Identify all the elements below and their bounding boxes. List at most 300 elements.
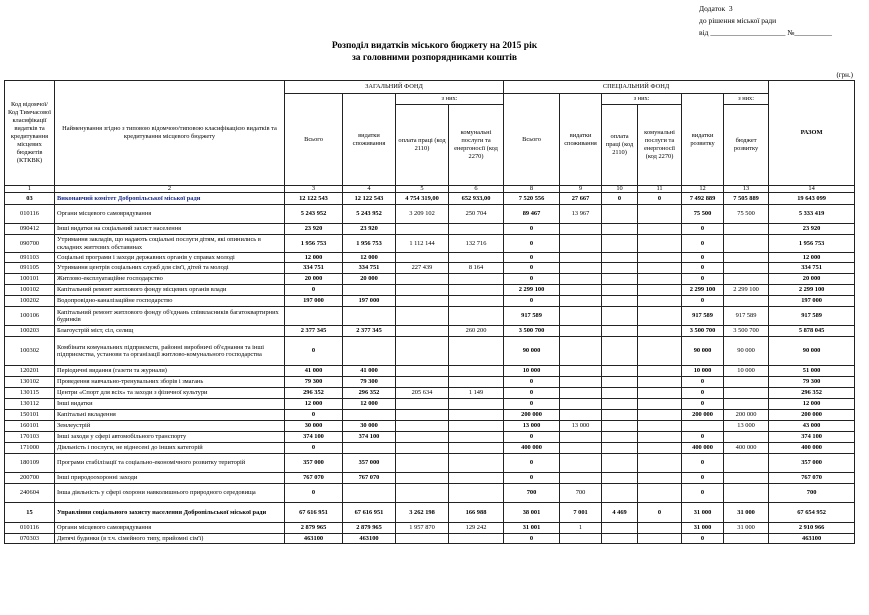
row-code: 180109 <box>5 454 55 473</box>
header-general-fund: ЗАГАЛЬНИЙ ФОНД <box>285 81 504 94</box>
cell-c3: 0 <box>285 443 343 454</box>
cell-c3 <box>285 307 343 326</box>
cell-c14: 20 000 <box>769 274 855 285</box>
cell-c11 <box>638 337 682 366</box>
cell-c10 <box>602 432 638 443</box>
cell-c13: 13 000 <box>724 421 769 432</box>
table-row <box>5 473 855 484</box>
cell-c13 <box>724 432 769 443</box>
appendix-line-2: до рішення міської ради <box>699 16 777 25</box>
cell-c13 <box>724 274 769 285</box>
cell-c10 <box>602 253 638 263</box>
cell-c3: 357 000 <box>285 454 343 473</box>
cell-c12: 0 <box>682 473 724 484</box>
row-name: Діяльність і послуги, не віднесені до інших категорій <box>55 443 285 454</box>
header-special-fund: СПЕЦІАЛЬНИЙ ФОНД <box>504 81 769 94</box>
cell-c11 <box>638 432 682 443</box>
cell-c6 <box>449 399 504 410</box>
cell-c4: 23 920 <box>343 224 396 235</box>
table-row <box>5 454 855 473</box>
cell-c6: 250 704 <box>449 205 504 224</box>
cell-c4: 12 000 <box>343 253 396 263</box>
cell-c11 <box>638 454 682 473</box>
table-row <box>5 224 855 235</box>
cell-c8: 0 <box>504 274 560 285</box>
cell-c10 <box>602 534 638 544</box>
cell-c3: 67 616 951 <box>285 503 343 523</box>
cell-c4 <box>343 443 396 454</box>
cell-c13 <box>724 399 769 410</box>
cell-c11 <box>638 388 682 399</box>
cell-c6 <box>449 274 504 285</box>
cell-c5 <box>396 366 449 377</box>
cell-c12: 0 <box>682 253 724 263</box>
cell-c11 <box>638 326 682 337</box>
header-name: Найменування згідно з типовою відомчою/типовою класифікацією видатків та кредитування місцевого бюджету <box>55 81 285 186</box>
cell-c5: 1 957 870 <box>396 523 449 534</box>
table-row <box>5 307 855 326</box>
cell-c8: 0 <box>504 454 560 473</box>
cell-c6: 260 200 <box>449 326 504 337</box>
cell-c13 <box>724 253 769 263</box>
cell-c13 <box>724 296 769 307</box>
cell-c9 <box>560 410 602 421</box>
cell-c12: 2 299 100 <box>682 285 724 296</box>
cell-c5 <box>396 473 449 484</box>
cell-c6 <box>449 443 504 454</box>
row-name: Проведення навчально-тренувальних зборів і змагань <box>55 377 285 388</box>
table-row <box>5 274 855 285</box>
cell-c11 <box>638 534 682 544</box>
cell-c12: 0 <box>682 296 724 307</box>
cell-c10 <box>602 326 638 337</box>
cell-c6 <box>449 337 504 366</box>
table-row <box>5 421 855 432</box>
cell-c5: 4 754 319,00 <box>396 193 449 205</box>
cell-c11: 0 <box>638 193 682 205</box>
cell-c12: 31 000 <box>682 503 724 523</box>
cell-c6: 166 988 <box>449 503 504 523</box>
cell-c6 <box>449 307 504 326</box>
cell-c4: 1 956 753 <box>343 235 396 253</box>
cell-c13 <box>724 235 769 253</box>
table-row <box>5 263 855 274</box>
column-index-cell: 13 <box>724 186 769 193</box>
header-gf-wages: оплата праці (код 2110) <box>396 105 449 186</box>
cell-c6: 652 933,00 <box>449 193 504 205</box>
cell-c9: 700 <box>560 484 602 503</box>
cell-c5 <box>396 534 449 544</box>
cell-c3: 374 100 <box>285 432 343 443</box>
cell-c4: 20 000 <box>343 274 396 285</box>
cell-c8: 917 589 <box>504 307 560 326</box>
cell-c5 <box>396 285 449 296</box>
column-index-cell: 5 <box>396 186 449 193</box>
row-code: 03 <box>5 193 55 205</box>
row-name: Інші заходи у сфері автомобільного транспорту <box>55 432 285 443</box>
cell-c5 <box>396 432 449 443</box>
cell-c3: 296 352 <box>285 388 343 399</box>
cell-c10 <box>602 454 638 473</box>
cell-c8: 0 <box>504 388 560 399</box>
row-name: Капітальний ремонт житлового фонду об'єднань співвласників багатоквартирних будинків <box>55 307 285 326</box>
row-name: Періодичні видання (газети та журнали) <box>55 366 285 377</box>
cell-c13 <box>724 534 769 544</box>
row-name: Капітальні вкладення <box>55 410 285 421</box>
cell-c3: 767 070 <box>285 473 343 484</box>
cell-c12: 75 500 <box>682 205 724 224</box>
cell-c14: 917 589 <box>769 307 855 326</box>
row-code: 090700 <box>5 235 55 253</box>
row-name: Капітальний ремонт житлового фонду місцевих органів влади <box>55 285 285 296</box>
table-row <box>5 193 855 205</box>
cell-c9: 27 667 <box>560 193 602 205</box>
cell-c6 <box>449 377 504 388</box>
cell-c3: 5 243 952 <box>285 205 343 224</box>
cell-c14: 700 <box>769 484 855 503</box>
cell-c12: 0 <box>682 534 724 544</box>
cell-c14: 5 333 419 <box>769 205 855 224</box>
cell-c11 <box>638 473 682 484</box>
row-name: Утримання закладів, що надають соціальні послуги дітям, які опинились в складних життєвих обставинах <box>55 235 285 253</box>
cell-c3: 30 000 <box>285 421 343 432</box>
cell-c13 <box>724 484 769 503</box>
cell-c9: 1 <box>560 523 602 534</box>
cell-c14: 12 000 <box>769 253 855 263</box>
cell-c14: 79 300 <box>769 377 855 388</box>
cell-c10 <box>602 443 638 454</box>
cell-c6 <box>449 296 504 307</box>
column-index-cell: 14 <box>769 186 855 193</box>
cell-c12: 0 <box>682 224 724 235</box>
cell-c13 <box>724 263 769 274</box>
cell-c4: 2 377 345 <box>343 326 396 337</box>
row-code: 130112 <box>5 399 55 410</box>
header-razom: РАЗОМ <box>769 81 855 186</box>
header-gf-of-which: з них: <box>396 94 504 105</box>
cell-c8: 38 001 <box>504 503 560 523</box>
row-name: Інші видатки на соціальний захист населення <box>55 224 285 235</box>
cell-c4 <box>343 337 396 366</box>
cell-c13 <box>724 224 769 235</box>
cell-c12 <box>682 421 724 432</box>
cell-c8: 3 500 700 <box>504 326 560 337</box>
cell-c13 <box>724 388 769 399</box>
cell-c13: 200 000 <box>724 410 769 421</box>
row-code: 160101 <box>5 421 55 432</box>
cell-c12: 0 <box>682 399 724 410</box>
row-code: 100202 <box>5 296 55 307</box>
row-name: Центри «Спорт для всіх» та заходи з фізичної культури <box>55 388 285 399</box>
cell-c3: 0 <box>285 410 343 421</box>
cell-c3: 12 122 543 <box>285 193 343 205</box>
cell-c6 <box>449 534 504 544</box>
column-index-cell: 9 <box>560 186 602 193</box>
cell-c8: 0 <box>504 377 560 388</box>
cell-c9 <box>560 274 602 285</box>
cell-c10 <box>602 235 638 253</box>
cell-c12: 3 500 700 <box>682 326 724 337</box>
cell-c5 <box>396 443 449 454</box>
row-name: Житлово-експлуатаційне господарство <box>55 274 285 285</box>
table-row <box>5 523 855 534</box>
cell-c11 <box>638 224 682 235</box>
cell-c8: 0 <box>504 432 560 443</box>
cell-c14: 5 878 045 <box>769 326 855 337</box>
cell-c14: 374 100 <box>769 432 855 443</box>
row-code: 170103 <box>5 432 55 443</box>
cell-c8: 0 <box>504 534 560 544</box>
cell-c4: 463100 <box>343 534 396 544</box>
appendix-block <box>699 3 832 39</box>
cell-c13: 917 589 <box>724 307 769 326</box>
cell-c14: 400 000 <box>769 443 855 454</box>
column-index-cell: 1 <box>5 186 55 193</box>
cell-c3: 12 000 <box>285 253 343 263</box>
row-code: 120201 <box>5 366 55 377</box>
cell-c14: 90 000 <box>769 337 855 366</box>
column-index-row <box>5 186 855 193</box>
column-index-cell: 12 <box>682 186 724 193</box>
table-row <box>5 503 855 523</box>
header-sf-total: Всього <box>504 94 560 186</box>
cell-c10 <box>602 263 638 274</box>
cell-c8: 13 000 <box>504 421 560 432</box>
cell-c12: 0 <box>682 388 724 399</box>
cell-c4: 67 616 951 <box>343 503 396 523</box>
cell-c14: 67 654 952 <box>769 503 855 523</box>
header-sf-dev-of-which: з них: <box>724 94 769 105</box>
cell-c6 <box>449 285 504 296</box>
cell-c4: 2 879 965 <box>343 523 396 534</box>
cell-c6: 129 242 <box>449 523 504 534</box>
cell-c9 <box>560 224 602 235</box>
cell-c8: 90 000 <box>504 337 560 366</box>
cell-c5 <box>396 224 449 235</box>
cell-c10: 0 <box>602 193 638 205</box>
cell-c9 <box>560 377 602 388</box>
cell-c10 <box>602 366 638 377</box>
table-row <box>5 285 855 296</box>
cell-c9 <box>560 235 602 253</box>
cell-c11: 0 <box>638 503 682 523</box>
cell-c3: 334 751 <box>285 263 343 274</box>
cell-c4: 197 000 <box>343 296 396 307</box>
cell-c3: 0 <box>285 484 343 503</box>
table-row <box>5 205 855 224</box>
page-subtitle: за головними розпорядниками коштів <box>351 53 518 63</box>
cell-c3: 41 000 <box>285 366 343 377</box>
cell-c11 <box>638 377 682 388</box>
row-name: Благоустрій міст, сіл, селищ <box>55 326 285 337</box>
cell-c5 <box>396 399 449 410</box>
table-row <box>5 235 855 253</box>
cell-c4: 12 000 <box>343 399 396 410</box>
cell-c9 <box>560 296 602 307</box>
cell-c4 <box>343 307 396 326</box>
cell-c9 <box>560 326 602 337</box>
cell-c4 <box>343 484 396 503</box>
cell-c11 <box>638 274 682 285</box>
cell-c9: 7 001 <box>560 503 602 523</box>
cell-c13: 90 000 <box>724 337 769 366</box>
cell-c5 <box>396 410 449 421</box>
cell-c14: 296 352 <box>769 388 855 399</box>
cell-c6 <box>449 484 504 503</box>
cell-c3: 0 <box>285 285 343 296</box>
cell-c12: 0 <box>682 263 724 274</box>
cell-c11 <box>638 523 682 534</box>
cell-c9 <box>560 399 602 410</box>
cell-c6 <box>449 253 504 263</box>
currency-unit: (грн.) <box>836 71 853 79</box>
row-code: 090412 <box>5 224 55 235</box>
cell-c5 <box>396 484 449 503</box>
cell-c11 <box>638 443 682 454</box>
cell-c3: 23 920 <box>285 224 343 235</box>
row-code: 15 <box>5 503 55 523</box>
row-name: Інші природоохоронні заходи <box>55 473 285 484</box>
header-gf-total: Всього <box>285 94 343 186</box>
cell-c10 <box>602 224 638 235</box>
cell-c8: 0 <box>504 473 560 484</box>
cell-c3: 79 300 <box>285 377 343 388</box>
cell-c5 <box>396 377 449 388</box>
cell-c9 <box>560 454 602 473</box>
cell-c9 <box>560 263 602 274</box>
row-code: 100102 <box>5 285 55 296</box>
column-index-cell: 2 <box>55 186 285 193</box>
table-row <box>5 443 855 454</box>
cell-c5: 3 262 198 <box>396 503 449 523</box>
cell-c11 <box>638 421 682 432</box>
cell-c4: 79 300 <box>343 377 396 388</box>
cell-c4: 357 000 <box>343 454 396 473</box>
cell-c13 <box>724 473 769 484</box>
row-code: 200700 <box>5 473 55 484</box>
cell-c6 <box>449 473 504 484</box>
cell-c8: 7 520 556 <box>504 193 560 205</box>
cell-c13: 400 000 <box>724 443 769 454</box>
cell-c8: 89 467 <box>504 205 560 224</box>
cell-c10 <box>602 285 638 296</box>
cell-c3: 20 000 <box>285 274 343 285</box>
cell-c5: 205 634 <box>396 388 449 399</box>
cell-c9 <box>560 443 602 454</box>
row-code: 100203 <box>5 326 55 337</box>
cell-c5: 1 112 144 <box>396 235 449 253</box>
table-row <box>5 366 855 377</box>
cell-c14: 334 751 <box>769 263 855 274</box>
cell-c8: 400 000 <box>504 443 560 454</box>
cell-c3: 2 377 345 <box>285 326 343 337</box>
column-index-cell: 11 <box>638 186 682 193</box>
cell-c8: 10 000 <box>504 366 560 377</box>
cell-c8: 31 001 <box>504 523 560 534</box>
cell-c4 <box>343 285 396 296</box>
cell-c12: 0 <box>682 454 724 473</box>
cell-c10 <box>602 473 638 484</box>
cell-c11 <box>638 235 682 253</box>
cell-c4 <box>343 410 396 421</box>
row-name: Соціальні програми і заходи державних органів у справах молоді <box>55 253 285 263</box>
table-row <box>5 534 855 544</box>
appendix-line-1: Додаток 3 <box>699 4 733 13</box>
cell-c12: 0 <box>682 377 724 388</box>
row-name: Органи місцевого самоврядування <box>55 205 285 224</box>
column-index-cell: 6 <box>449 186 504 193</box>
cell-c5 <box>396 421 449 432</box>
column-index-cell: 8 <box>504 186 560 193</box>
cell-c12: 0 <box>682 274 724 285</box>
cell-c10 <box>602 421 638 432</box>
row-name: Управління соціального захисту населення Добропільської міської ради <box>55 503 285 523</box>
cell-c6 <box>449 410 504 421</box>
cell-c11 <box>638 296 682 307</box>
cell-c6: 1 149 <box>449 388 504 399</box>
table-row <box>5 410 855 421</box>
row-name: Дитячі будинки (в т.ч. сімейного типу, прийомні сім'ї) <box>55 534 285 544</box>
cell-c6: 132 716 <box>449 235 504 253</box>
cell-c10 <box>602 399 638 410</box>
cell-c13: 10 000 <box>724 366 769 377</box>
cell-c14: 200 000 <box>769 410 855 421</box>
cell-c5 <box>396 337 449 366</box>
cell-c13: 2 299 100 <box>724 285 769 296</box>
cell-c11 <box>638 399 682 410</box>
row-code: 010116 <box>5 205 55 224</box>
table-row <box>5 326 855 337</box>
cell-c9 <box>560 388 602 399</box>
cell-c4: 296 352 <box>343 388 396 399</box>
cell-c4: 5 243 952 <box>343 205 396 224</box>
cell-c4: 12 122 543 <box>343 193 396 205</box>
cell-c11 <box>638 307 682 326</box>
row-name: Органи місцевого самоврядування <box>55 523 285 534</box>
cell-c8: 0 <box>504 235 560 253</box>
cell-c5 <box>396 326 449 337</box>
cell-c9 <box>560 473 602 484</box>
budget-table <box>4 80 855 544</box>
cell-c4: 767 070 <box>343 473 396 484</box>
cell-c5: 3 209 102 <box>396 205 449 224</box>
cell-c14: 51 000 <box>769 366 855 377</box>
cell-c13: 31 000 <box>724 523 769 534</box>
cell-c14: 767 070 <box>769 473 855 484</box>
cell-c5 <box>396 454 449 473</box>
cell-c6 <box>449 454 504 473</box>
cell-c10 <box>602 274 638 285</box>
cell-c6: 8 164 <box>449 263 504 274</box>
row-code: 091105 <box>5 263 55 274</box>
table-row <box>5 337 855 366</box>
header-sf-wages: оплата праці (код 2110) <box>602 105 638 186</box>
cell-c6 <box>449 224 504 235</box>
cell-c9 <box>560 307 602 326</box>
cell-c13 <box>724 377 769 388</box>
row-code: 100101 <box>5 274 55 285</box>
cell-c14: 12 000 <box>769 399 855 410</box>
cell-c12: 200 000 <box>682 410 724 421</box>
table-row <box>5 377 855 388</box>
cell-c10 <box>602 377 638 388</box>
table-row <box>5 296 855 307</box>
column-index-cell: 3 <box>285 186 343 193</box>
cell-c6 <box>449 421 504 432</box>
header-gf-consumption: видатки споживання <box>343 94 396 186</box>
cell-c8: 700 <box>504 484 560 503</box>
cell-c8: 0 <box>504 263 560 274</box>
